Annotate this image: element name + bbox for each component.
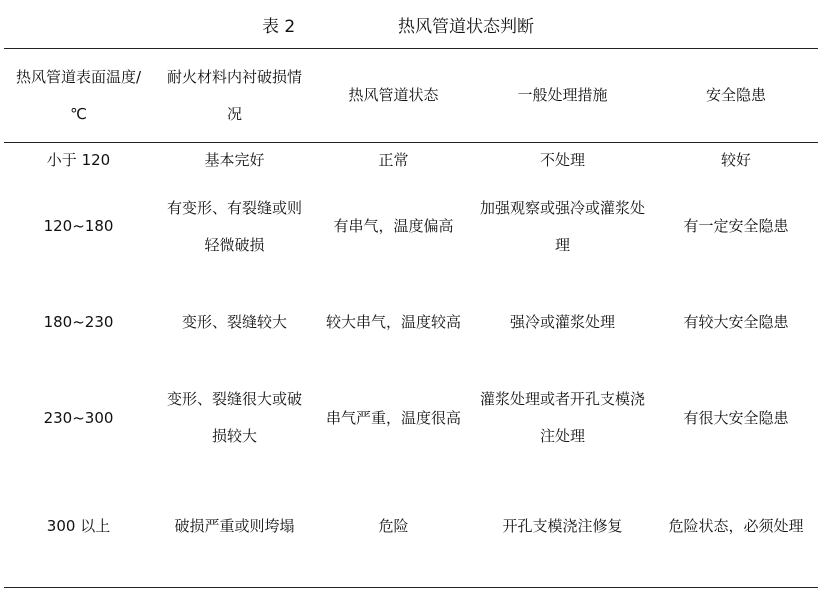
cell-temperature: 120~180 <box>43 217 114 235</box>
hot-blast-pipe-status-table <box>4 48 818 588</box>
cell-safety-hazard: 有很大安全隐患 <box>683 408 789 427</box>
cell-safety-hazard: 危险状态，必须处理 <box>668 517 804 536</box>
table-number: 表 2 <box>262 17 296 37</box>
header-treatment-measures: 一般处理措施 <box>517 86 608 104</box>
cell-temperature: 180~230 <box>43 313 114 331</box>
header-surface-temperature: 热风管道表面温度/℃ <box>15 67 142 123</box>
cell-treatment: 加强观察或强冷或灌浆处理 <box>479 198 645 254</box>
cell-temperature: 300 以上 <box>46 517 111 536</box>
cell-safety-hazard: 有一定安全隐患 <box>683 217 789 235</box>
cell-treatment: 不处理 <box>539 151 585 169</box>
cell-lining-damage: 有变形、有裂缝或则轻微破损 <box>166 198 302 254</box>
cell-safety-hazard: 有较大安全隐患 <box>683 313 789 331</box>
cell-treatment: 开孔支模浇注修复 <box>502 517 623 536</box>
header-safety-hazard: 安全隐患 <box>705 86 766 104</box>
cell-temperature: 230~300 <box>43 408 114 427</box>
cell-safety-hazard: 较好 <box>720 151 751 169</box>
header-refractory-lining-damage: 耐火材料内衬破损情况 <box>166 67 302 123</box>
cell-pipe-status: 较大串气，温度较高 <box>325 313 461 331</box>
cell-lining-damage: 变形、裂缝很大或破损较大 <box>166 390 302 445</box>
table-row <box>4 276 818 369</box>
cell-lining-damage: 基本完好 <box>204 151 265 169</box>
header-pipe-status: 热风管道状态 <box>348 86 439 104</box>
table-row <box>4 177 818 276</box>
table-body <box>4 143 818 588</box>
cell-pipe-status: 正常 <box>378 151 409 169</box>
cell-treatment: 灌浆处理或者开孔支模浇注处理 <box>479 390 645 445</box>
cell-lining-damage: 破损严重或则垮塌 <box>174 517 295 536</box>
cell-treatment: 强冷或灌浆处理 <box>509 313 615 331</box>
table-caption <box>0 12 824 36</box>
table-header <box>4 49 818 143</box>
table-row <box>4 467 818 587</box>
table-row <box>4 369 818 467</box>
cell-lining-damage: 变形、裂缝较大 <box>181 313 287 331</box>
cell-pipe-status: 有串气，温度偏高 <box>333 217 454 235</box>
table-title: 热风管道状态判断 <box>398 17 534 37</box>
cell-pipe-status: 串气严重，温度很高 <box>325 408 461 427</box>
cell-pipe-status: 危险 <box>378 517 409 536</box>
table-row <box>4 143 818 178</box>
header-row <box>4 49 818 143</box>
cell-temperature: 小于 120 <box>46 151 111 169</box>
